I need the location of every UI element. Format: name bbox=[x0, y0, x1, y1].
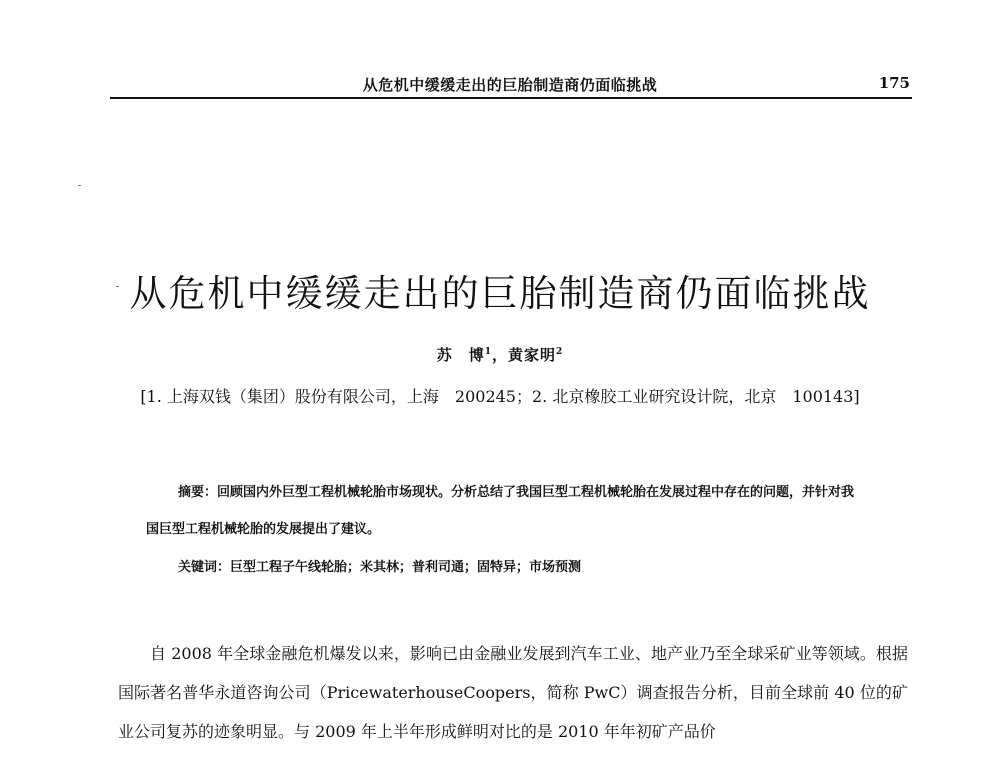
abstract bbox=[146, 474, 866, 548]
page-number: 175 bbox=[878, 74, 910, 92]
author-name: 黄家明 bbox=[508, 346, 557, 364]
running-header bbox=[110, 74, 910, 98]
keywords-label: 关键词： bbox=[178, 560, 231, 575]
keywords-text: 巨型工程子午线轮胎；米其林；普利司通；固特异；市场预测 bbox=[230, 560, 582, 575]
author-line bbox=[0, 344, 1000, 365]
author-affiliation-marker: 1 bbox=[484, 347, 492, 357]
abstract-label: 摘要： bbox=[178, 485, 218, 500]
author-separator: ， bbox=[491, 346, 508, 364]
abstract-text: 回顾国内外巨型工程机械轮胎市场现状。分析总结了我国巨型工程机械轮胎在发展过程中存在的问题，并针对我国巨型工程机械轮胎的发展提出了建议。 bbox=[146, 485, 855, 537]
author-name: 苏 博 bbox=[436, 346, 485, 364]
header-rule bbox=[110, 97, 912, 99]
affiliation: [1. 上海双钱（集团）股份有限公司，上海 200245；2. 北京橡胶工业研究设计院，北京 100143] bbox=[140, 387, 860, 406]
keywords bbox=[146, 556, 866, 575]
scan-speck bbox=[78, 185, 81, 186]
body-paragraph: 自 2008 年全球金融危机爆发以来，影响已由金融业发展到汽车工业、地产业乃至全球采矿业等领域。根据国际著名普华永道咨询公司（PricewaterhouseCoopers，简称 PwC）调查报告分析，目前全球前 40 位的矿业公司复苏的迹象明显。与 2009 年上半年形成鲜明对比的是 2010 年年初矿产品价 bbox=[118, 644, 908, 741]
running-title: 从危机中缓缓走出的巨胎制造商仍面临挑战 bbox=[362, 76, 658, 94]
author-affiliation-marker: 2 bbox=[556, 347, 564, 357]
article-title: 从危机中缓缓走出的巨胎制造商仍面临挑战 bbox=[129, 271, 871, 315]
